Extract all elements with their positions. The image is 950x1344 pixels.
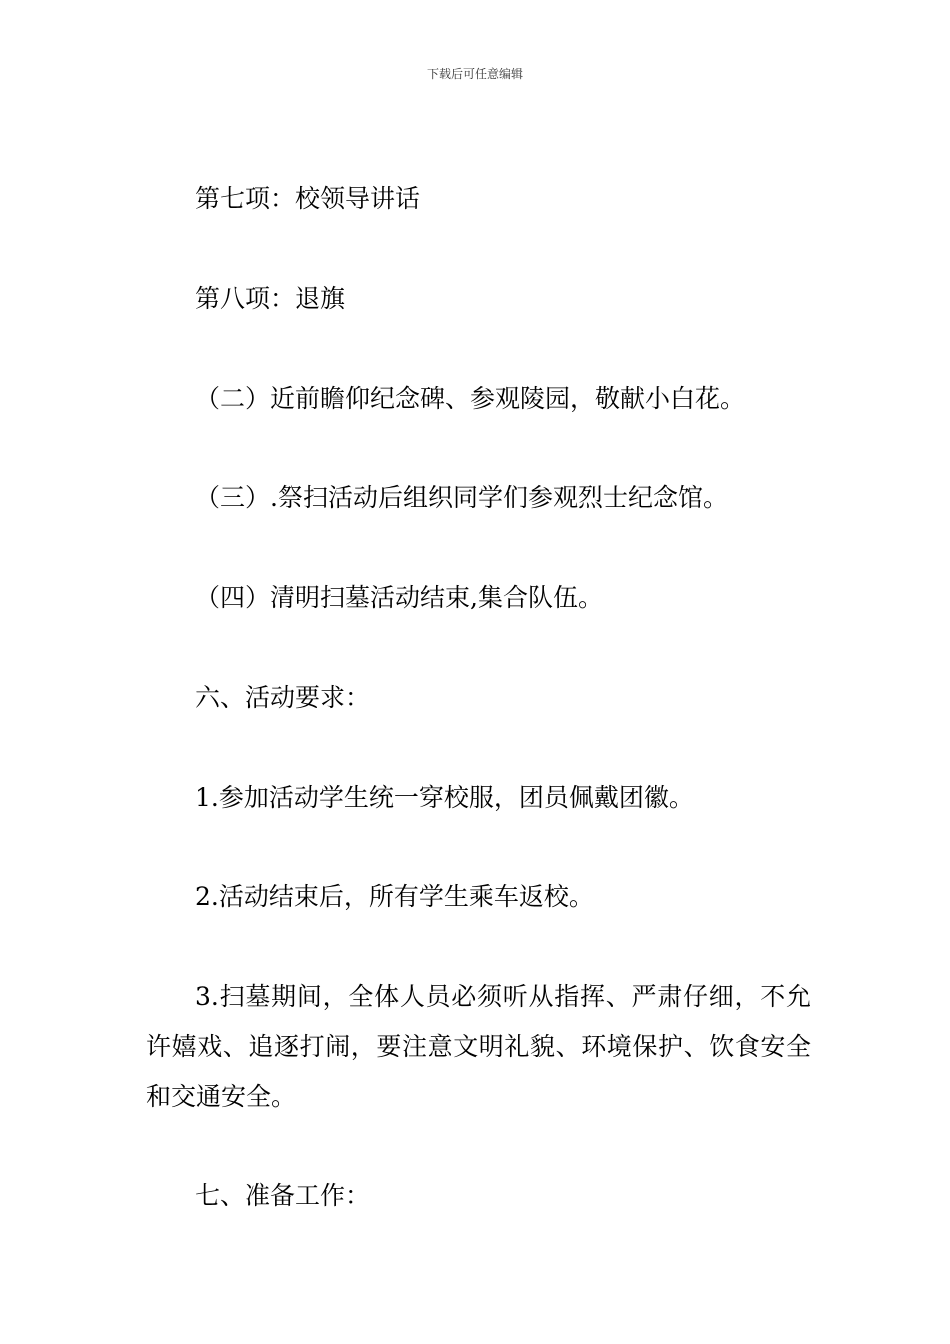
section-heading-requirements: 六、活动要求： — [195, 683, 371, 712]
step-2: （二）近前瞻仰纪念碑、参观陵园，敬献小白花。 — [195, 384, 746, 413]
section-heading-preparation: 七、准备工作： — [195, 1181, 371, 1210]
requirement-2: 2.活动结束后，所有学生乘车返校。 — [195, 882, 594, 911]
page-header: 下载后可任意编辑 — [426, 67, 523, 81]
step-3: （三）.祭扫活动后组织同学们参观烈士纪念馆。 — [195, 483, 728, 512]
step-4: （四）清明扫墓活动结束,集合队伍。 — [195, 583, 603, 612]
requirement-1: 1.参加活动学生统一穿校服，团员佩戴团徽。 — [195, 783, 694, 812]
program-item-8: 第八项：退旗 — [195, 284, 346, 313]
program-item-7: 第七项：校领导讲话 — [195, 184, 421, 213]
requirement-3-paragraph: 3.扫墓期间，全体人员必须听从指挥、严肃仔细，不允许嬉戏、追逐打闹，要注意文明礼貌、环境保护、饮食安全和交通安全。 — [146, 982, 811, 1111]
